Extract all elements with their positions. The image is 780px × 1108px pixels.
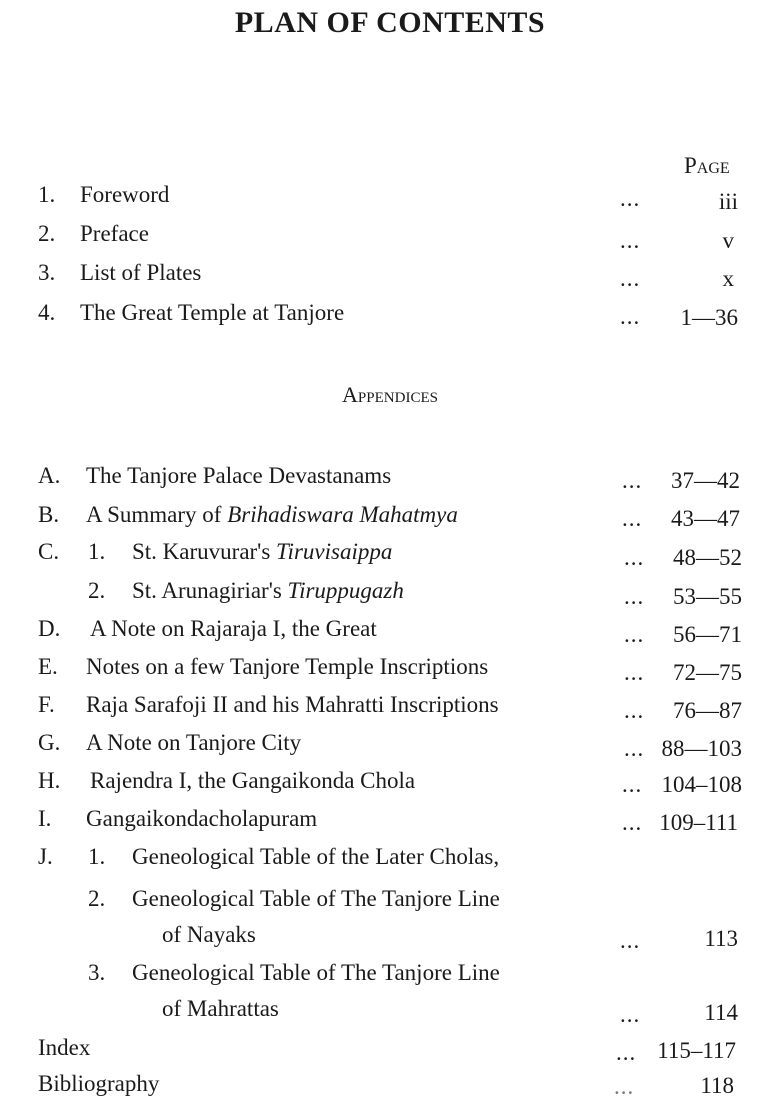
entry-label: Notes on a few Tanjore Temple Inscriptions — [86, 654, 489, 679]
entry-page: 109–111 — [659, 810, 738, 835]
entry-label: The Great Temple at Tanjore — [80, 300, 345, 325]
entry-page: 118 — [700, 1073, 734, 1098]
entry-number: 2. — [88, 578, 106, 603]
page-title: PLAN OF CONTENTS — [234, 6, 546, 39]
entry-letter: G. — [38, 730, 61, 755]
entry-label: St. Arunagiriar's Tiruppugazh — [132, 578, 404, 603]
entry-label: A Note on Rajaraja I, the Great — [90, 616, 377, 641]
leader-dots: ... — [624, 698, 645, 723]
leader-dots: ... — [622, 468, 643, 493]
leader-dots: ... — [620, 928, 641, 953]
entry-letter: C. — [38, 539, 60, 564]
leader-dots: ... — [624, 660, 645, 685]
entry-label: A Note on Tanjore City — [86, 730, 302, 755]
entry-label-continued: of Mahrattas — [162, 996, 279, 1021]
entry-letter: B. — [38, 502, 60, 527]
leader-dots: ... — [620, 228, 641, 253]
entry-page: 37—42 — [671, 468, 740, 493]
entry-letter: D. — [38, 616, 61, 641]
entry-label: Foreword — [80, 182, 170, 207]
leader-dots: ... — [620, 304, 641, 329]
entry-label: List of Plates — [80, 260, 202, 285]
entry-label: Geneological Table of The Tanjore Line — [132, 960, 500, 985]
entry-page: 104–108 — [661, 772, 742, 797]
entry-label: Geneological Table of the Later Cholas, — [132, 844, 500, 869]
leader-dots: ... — [614, 1074, 635, 1099]
entry-page: 113 — [704, 926, 738, 951]
entry-page: 43—47 — [671, 506, 740, 531]
entry-label: Preface — [80, 221, 149, 246]
entry-number: 1. — [88, 844, 106, 869]
entry-number: 3. — [88, 960, 106, 985]
entry-page: 76—87 — [673, 698, 742, 723]
entry-page: 88—103 — [661, 736, 742, 761]
entry-label: The Tanjore Palace Devastanams — [86, 463, 392, 488]
entry-letter: I. — [38, 806, 52, 831]
leader-dots: ... — [624, 736, 645, 761]
entry-letter: H. — [38, 768, 61, 793]
entry-page: 56—71 — [673, 622, 742, 647]
entry-letter: E. — [38, 654, 58, 679]
entry-label: A Summary of Brihadiswara Mahatmya — [86, 502, 458, 527]
entry-label: Bibliography — [38, 1071, 160, 1096]
leader-dots: ... — [622, 810, 643, 835]
entry-label: St. Karuvurar's Tiruvisaippa — [132, 539, 393, 564]
leader-dots: ... — [624, 545, 645, 570]
leader-dots: ... — [620, 1002, 641, 1027]
entry-label: Index — [38, 1035, 91, 1060]
entry-label-continued: of Nayaks — [162, 922, 256, 947]
entry-label: Raja Sarafoji II and his Mahratti Inscriptions — [86, 692, 499, 717]
entry-page: 115–117 — [657, 1038, 736, 1063]
leader-dots: ... — [620, 266, 641, 291]
entry-page: 48—52 — [673, 545, 742, 570]
entry-number: 4. — [38, 300, 56, 325]
entry-number: 1. — [88, 539, 106, 564]
entry-label: Rajendra I, the Gangaikonda Chola — [90, 768, 416, 793]
entry-letter: J. — [38, 844, 53, 869]
entry-page: 114 — [704, 1000, 738, 1025]
entry-number: 3. — [38, 260, 56, 285]
appendices-heading: Appendices — [342, 382, 438, 407]
leader-dots: ... — [624, 584, 645, 609]
entry-number: 2. — [88, 886, 106, 911]
entry-letter: F. — [38, 692, 55, 717]
entry-label: Gangaikondacholapuram — [86, 806, 318, 831]
leader-dots: ... — [622, 506, 643, 531]
entry-label: Geneological Table of The Tanjore Line — [132, 886, 500, 911]
leader-dots: ... — [622, 772, 643, 797]
entry-page: 53—55 — [673, 584, 742, 609]
leader-dots: ... — [616, 1040, 637, 1065]
entry-page: v — [722, 228, 734, 253]
entry-page: 1—36 — [680, 305, 738, 330]
leader-dots: ... — [620, 186, 641, 211]
entry-page: 72—75 — [673, 660, 742, 685]
entry-page: x — [722, 266, 734, 291]
entry-letter: A. — [38, 463, 61, 488]
entry-page: iii — [718, 189, 738, 214]
leader-dots: ... — [624, 622, 645, 647]
page-column-header: Page — [684, 153, 730, 178]
entry-number: 2. — [38, 221, 56, 246]
entry-number: 1. — [38, 182, 56, 207]
